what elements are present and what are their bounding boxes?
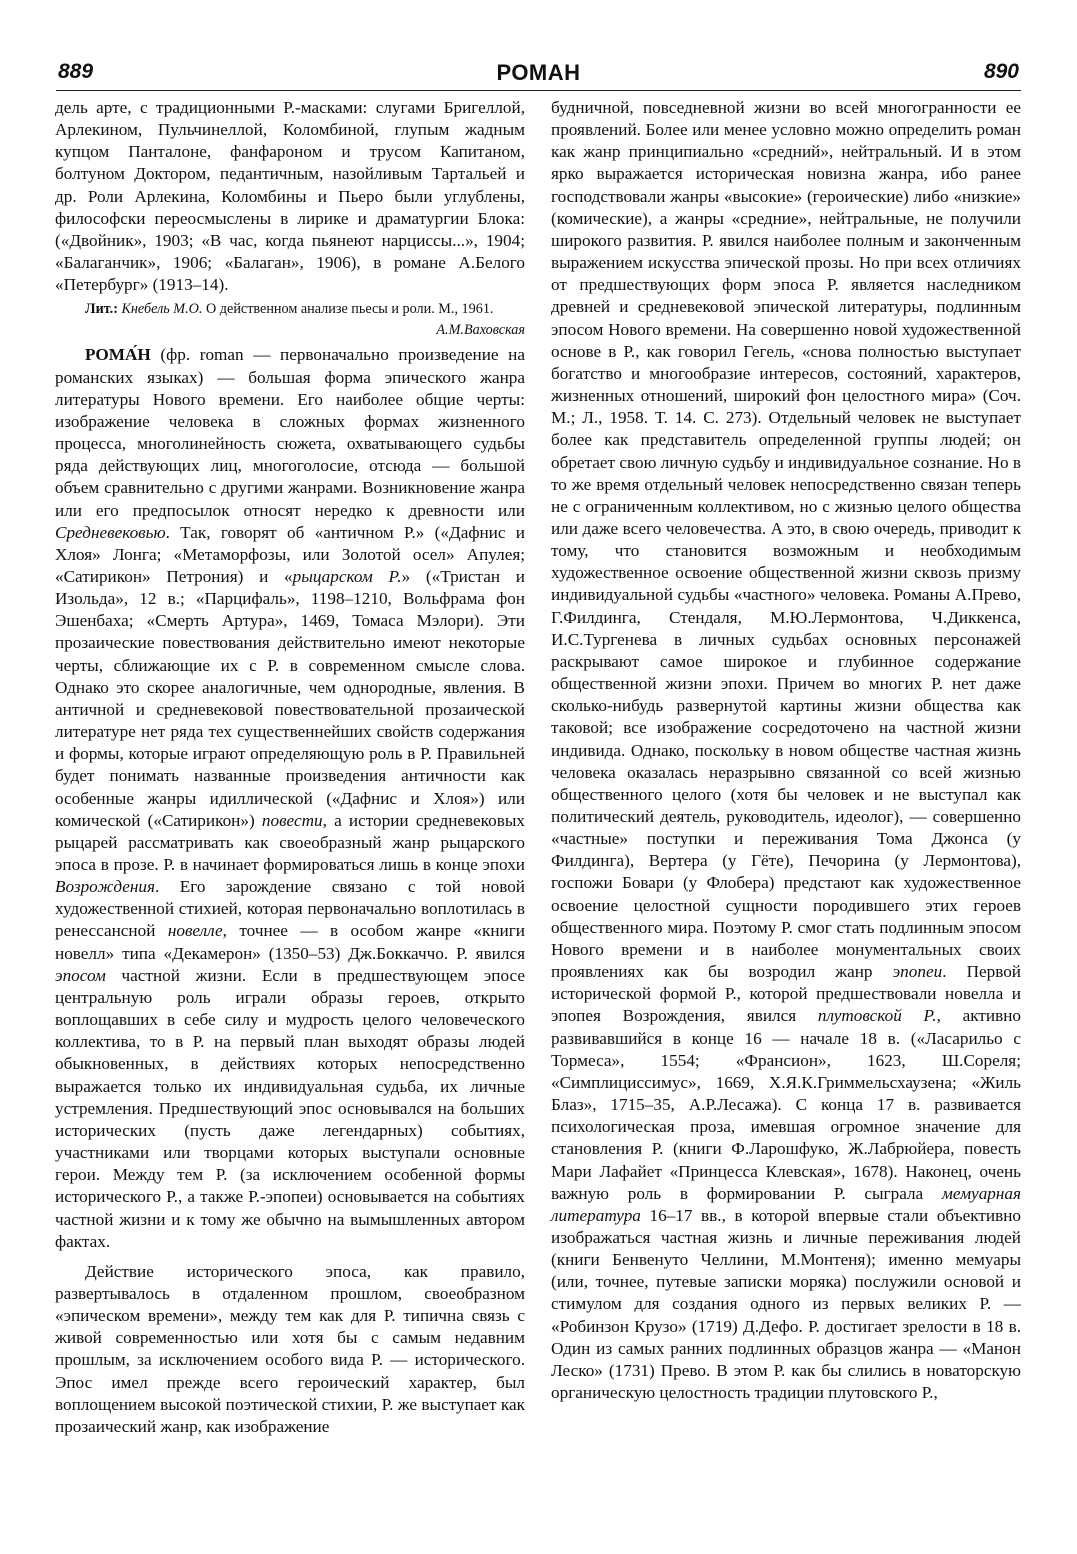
cross-reference: новелле: [167, 921, 223, 941]
lit-text: О действенном анализе пьесы и роли. М., 1961.: [202, 301, 494, 318]
text-run: , точнее — в особом жанре «книги новелл» типа «Декамерон» (1350–53) Дж.Боккаччо. Р. явился: [55, 921, 526, 963]
paragraph: Действие исторического эпоса, как правило, развертывалось в отдаленном прошлом, своеобразном «эпическом времени», между тем как для Р. типична связь с живой современностью или хотя бы с самым недавним прошлым, за исключением особого вида Р. — исторического. Эпос имел прежде всего героический характер, был воплощением высокой поэтической стихии, Р. же выступает как прозаический жанр, как изображение: [55, 1261, 525, 1436]
running-title: РОМАН: [496, 60, 581, 85]
cross-reference: повести: [261, 810, 323, 830]
lit-label: Лит.:: [85, 301, 118, 318]
right-page-number: 890: [983, 60, 1019, 83]
cross-reference: мемуарная литература: [551, 1183, 1021, 1225]
text-run: . Его зарождение связано с той новой художественной стихией, которая первоначально воплотилась в ренессансной: [55, 877, 525, 941]
right-column: [551, 97, 1021, 1404]
page-header: [56, 60, 1021, 91]
cross-reference: Средневековью: [55, 522, 166, 542]
text-run: . Так, говорят об «античном Р.» («Дафнис и Хлоя» Лонга; «Метаморфозы, или Золотой осел» Апулея; «Сатирикон» Петрония) и «: [55, 522, 525, 586]
cross-reference: эпосом: [55, 965, 106, 985]
text-run: . Первой исторической формой Р., которой предшествовали новелла и эпопея Возрождения, явился: [551, 962, 1021, 1026]
cross-reference: плутовской Р.: [817, 1006, 937, 1026]
text-run: (фр. roman — первоначально произведение на романских языках) — большая форма эпического жанра литературы Нового времени. Его наиболее общие черты: изображение человека в сложных формах жизненного процесса, многолинейность сюжета, охватывающего судьбы ряда действующих лиц, многоголосие, отсюда — большой объем сравнительно с другими жанрами. Возникновение жанра или его предпосылок относят нередко к древности или: [55, 345, 525, 520]
entry-headword: РОМА́Н: [85, 345, 151, 365]
cross-reference: эпопеи: [892, 962, 943, 982]
cross-reference: рыцарском Р.: [292, 566, 402, 586]
author-signature: А.М.Ваховская: [436, 322, 525, 339]
text-run: частной жизни. Если в предшествующем эпосе центральную роль играли образы героев, открыто воплощавших в себе силу и мудрость целого человеческого коллектива, то в Р. на первый план выходят образы людей обыкновенных, в действиях которых непосредственно выражается только их индивидуальная судьба, их личные устремления. Предшествующий эпос основывался на больших исторических (пусть даже легендарных) событиях, участниками или творцами которых выступали основные герои. Между тем Р. (за исключением особенной формы исторического Р., а также Р.-эпопеи) основывается на событиях частной жизни и к тому же обычно на вымышленных автором фактах.: [55, 965, 525, 1251]
text-run: » («Тристан и Изольда», 12 в.; «Парцифаль», 1198–1210, Вольфрама фон Эшенбаха; «Смерть Артура», 1469, Томаса Мэлори). Эти прозаические повествования действительно имеют некоторые черты, сближающие их с Р. в современном смысле слова. Однако это скорее аналогичные, чем однородные, явления. В античной и средневековой повествовательной прозаической литературе нет ряда тех существеннейших свойств содержания и формы, которые играют определяющую роль в Р. Правильней будет понимать названные произведения античности как особенные жанры идиллической («Дафнис и Хлоя») или комической («Сатирикон»): [55, 566, 525, 830]
text-run: , а истории средневековых рыцарей рассматривать как своеобразный жанр рыцарского эпоса в прозе. Р. в начинает формироваться лишь в конце эпохи: [55, 810, 525, 874]
text-run: , активно развивавшийся в конце 16 — начале 18 в. («Ласарильо с Тормеса», 1554; «Франсион», 1623, Ш.Сореля; «Симплициссимус», 1669, Х.Я.К.Гриммельсхаузена; «Жиль Блаз», 1715–35, А.Р.Лесажа). С конца 17 в. развивается психологическая проза, имевшая огромное значение для становления Р. (книги Ф.Ларошфуко, Ж.Лабрюйера, повесть Мари Лафайет «Принцесса Клевская», 1678). Наконец, очень важную роль в формировании Р. сыграла: [551, 1006, 1021, 1203]
paragraph-separator: [55, 1253, 525, 1261]
paragraph: дель арте, с традиционными Р.-масками: слугами Бригеллой, Арлекином, Пульчинеллой, Коломбиной, глупым жадным купцом Панталоне, фанфароном и трусом Капитаном, болтуном Доктором, педантичным, назойливым Тартальей и др. Роли Арлекина, Коломбины и Пьеро были углублены, философски переосмыслены в лирике и драматургии Блока: («Двойник», 1903; «В час, когда пьянеют нарциссы...», 1904; «Балаганчик», 1906; «Балаган», 1906), в романе А.Белого «Петербург» (1913–14).: [55, 98, 525, 295]
left-page-number: 889: [58, 60, 94, 83]
text-run: 16–17 вв., в которой впервые стали объективно изображаться частная жизнь и личные переживания людей (книги Бенвенуто Челлини, М.Монтеня); именно мемуары (или, точнее, путевые записки моряка) послужили основой и стимулом для создания одного из первых великих Р. — «Робинзон Крузо» (1719) Д.Дефо. Р. достигает зрелости в 18 в. Один из самых ранних подлинных образцов жанра — «Манон Леско» (1731) Прево. В этом Р. как бы слились в новаторскую органическую целостность традиции плутовского Р.,: [551, 1205, 1021, 1403]
cross-reference: Возрождения: [55, 877, 155, 897]
literature-reference: [55, 299, 525, 339]
paragraph: [551, 97, 1021, 1404]
entry-paragraph: [55, 344, 525, 1252]
lit-author: Кнебель М.О.: [121, 301, 203, 318]
left-column: [55, 97, 525, 1438]
text-run: будничной, повседневной жизни во всей многогранности ее проявлений. Более или менее условно можно определить роман как жанр принципиально «средний», нейтральный. И в этом ярко выражается историческая новизна жанра, ибо ранее господствовали жанры «высокие» (героические) либо «низкие» (комические), а жанры «средние», нейтральные, не получили широкого развития. Р. явился наиболее полным и законченным выражением искусства эпической прозы. Но при всех отличиях от предшествующих форм эпоса Р. является наследником древней и средневековой эпической литературы, подлинным эпосом Нового времени. На совершенно новой художественной основе в Р., как говорил Гегель, «снова полностью выступает богатство и многообразие интересов, состояний, характеров, жизненных отношений, широкий фон целостного мира» (Соч. М.; Л., 1958. Т. 14. С. 273). Отдельный человек не выступает более как представитель определенной группы людей; он обретает свою личную судьбу и индивидуальное сознание. Но в то же время отдельный человек непосредственно связан теперь не с ограниченным коллективом, но с жизнью целого общества или даже всего человечества. А это, в свою очередь, приводит к тому, что становится возможным и необходимым художественное освоение общественной жизни сквозь призму индивидуальной судьбы «частного» человека. Романы А.Прево, Г.Филдинга, Стендаля, М.Ю.Лермонтова, Ч.Диккенса, И.С.Тургенева в личных судьбах основных персонажей раскрывают самое широкое и глубинное содержание общественной жизни эпохи. Причем во многих Р. нет даже сколько-нибудь развернутой картины жизни общества как таковой; все изображение сосредоточено на частной жизни индивида. Однако, поскольку в новом обществе частная жизнь человека оказалась неразрывно связанной со всей жизнью общественного целого (хотя бы человек и не выступал как политический деятель, руководитель, идеолог), — совершенно «частные» поступки и переживания Тома Джонса (у Филдинга), Вертера (у Гёте), Печорина (у Лермонтова), госпожи Бовари (у Флобера) предстают как художественное освоение целостной сущности породившего этих героев общественного мира. Поэтому Р. смог стать подлинным эпосом Нового времени и в наиболее монументальных своих проявлениях как бы возродил жанр: [551, 98, 1021, 982]
